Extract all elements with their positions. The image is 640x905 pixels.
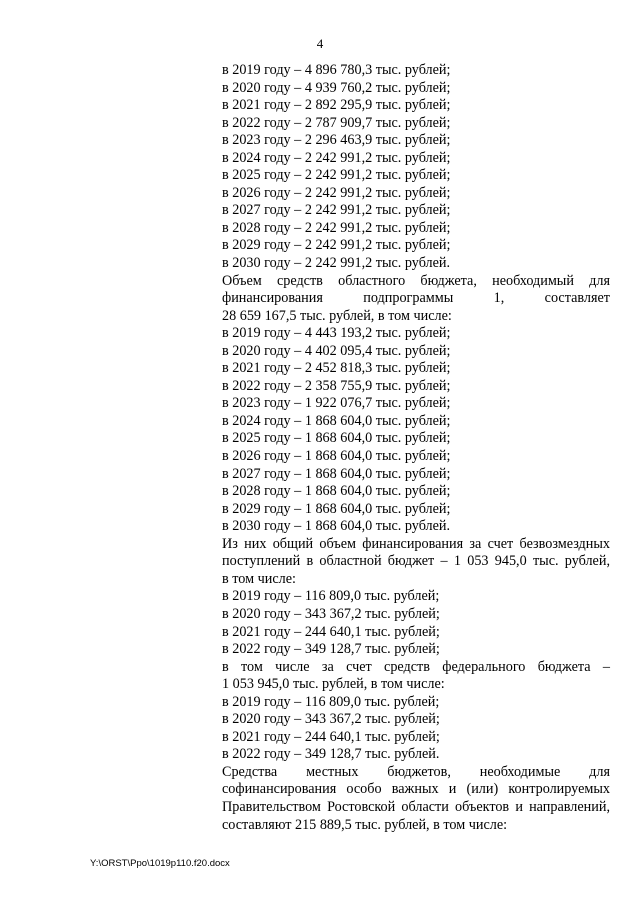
footer-file-path: Y:\ORST\Ppo\1019p110.f20.docx [90,858,230,869]
text-line: в 2022 году – 349 128,7 тыс. рублей. [222,746,440,763]
text-line: в 2021 году – 244 640,1 тыс. рублей; [222,623,440,640]
text-line: в 2030 году – 2 242 991,2 тыс. рублей. [222,255,451,272]
text-line: в 2026 году – 2 242 991,2 тыс. рублей; [222,184,451,201]
text-line: софинансирования особо важных и (или) контролируемых [222,781,610,798]
text-line: в 2027 году – 2 242 991,2 тыс. рублей; [222,202,451,219]
text-line: в 2020 году – 4 939 760,2 тыс. рублей; [222,79,451,96]
text-line: в 2019 году – 4 443 193,2 тыс. рублей; [222,325,451,342]
text-line: в 2021 году – 2 452 818,3 тыс. рублей; [222,360,451,377]
text-line: в 2022 году – 2 787 909,7 тыс. рублей; [222,114,451,131]
text-line: 1 053 945,0 тыс. рублей, в том числе: [222,676,445,693]
text-line: в том числе: [222,570,296,587]
text-line: в 2022 году – 349 128,7 тыс. рублей; [222,641,440,658]
text-line: в 2022 году – 2 358 755,9 тыс. рублей; [222,377,451,394]
text-line: в 2021 году – 2 892 295,9 тыс. рублей; [222,97,451,114]
text-line: в 2030 году – 1 868 604,0 тыс. рублей. [222,518,451,535]
text-line: в 2025 году – 2 242 991,2 тыс. рублей; [222,167,451,184]
text-line: в 2019 году – 116 809,0 тыс. рублей; [222,588,440,605]
text-line: в 2028 году – 2 242 991,2 тыс. рублей; [222,219,451,236]
text-line: в 2023 году – 2 296 463,9 тыс. рублей; [222,132,451,149]
document-body [222,62,610,834]
text-line: составляют 215 889,5 тыс. рублей, в том числе: [222,816,508,833]
text-line: в 2020 году – 4 402 095,4 тыс. рублей; [222,342,451,359]
text-line: 28 659 167,5 тыс. рублей, в том числе: [222,307,452,324]
text-line: финансирования подпрограммы 1, составляет [222,290,610,307]
text-line: поступлений в областной бюджет – 1 053 945,0 тыс. рублей, [222,553,610,570]
text-line: Средства местных бюджетов, необходимые для [222,763,610,780]
text-line: Объем средств областного бюджета, необходимый для [222,272,610,289]
text-line: в том числе за счет средств федерального бюджета – [222,658,610,675]
text-line: в 2026 году – 1 868 604,0 тыс. рублей; [222,448,451,465]
text-line: в 2020 году – 343 367,2 тыс. рублей; [222,605,440,622]
text-line: в 2023 году – 1 922 076,7 тыс. рублей; [222,395,451,412]
text-line: в 2019 году – 116 809,0 тыс. рублей; [222,693,440,710]
text-line: в 2027 году – 1 868 604,0 тыс. рублей; [222,465,451,482]
text-line: в 2021 году – 244 640,1 тыс. рублей; [222,728,440,745]
text-line: в 2025 году – 1 868 604,0 тыс. рублей; [222,430,451,447]
text-line: Правительством Ростовской области объектов и направлений, [222,798,610,815]
text-line: в 2024 году – 2 242 991,2 тыс. рублей; [222,149,451,166]
text-line: в 2029 году – 1 868 604,0 тыс. рублей; [222,500,451,517]
text-line: в 2019 году – 4 896 780,3 тыс. рублей; [222,62,451,78]
text-line: в 2029 году – 2 242 991,2 тыс. рублей; [222,237,451,254]
text-line: в 2024 году – 1 868 604,0 тыс. рублей; [222,412,451,429]
text-line: в 2028 году – 1 868 604,0 тыс. рублей; [222,483,451,500]
page-number: 4 [316,36,324,51]
text-line: Из них общий объем финансирования за счет безвозмездных [222,535,610,552]
text-line: в 2020 году – 343 367,2 тыс. рублей; [222,711,440,728]
